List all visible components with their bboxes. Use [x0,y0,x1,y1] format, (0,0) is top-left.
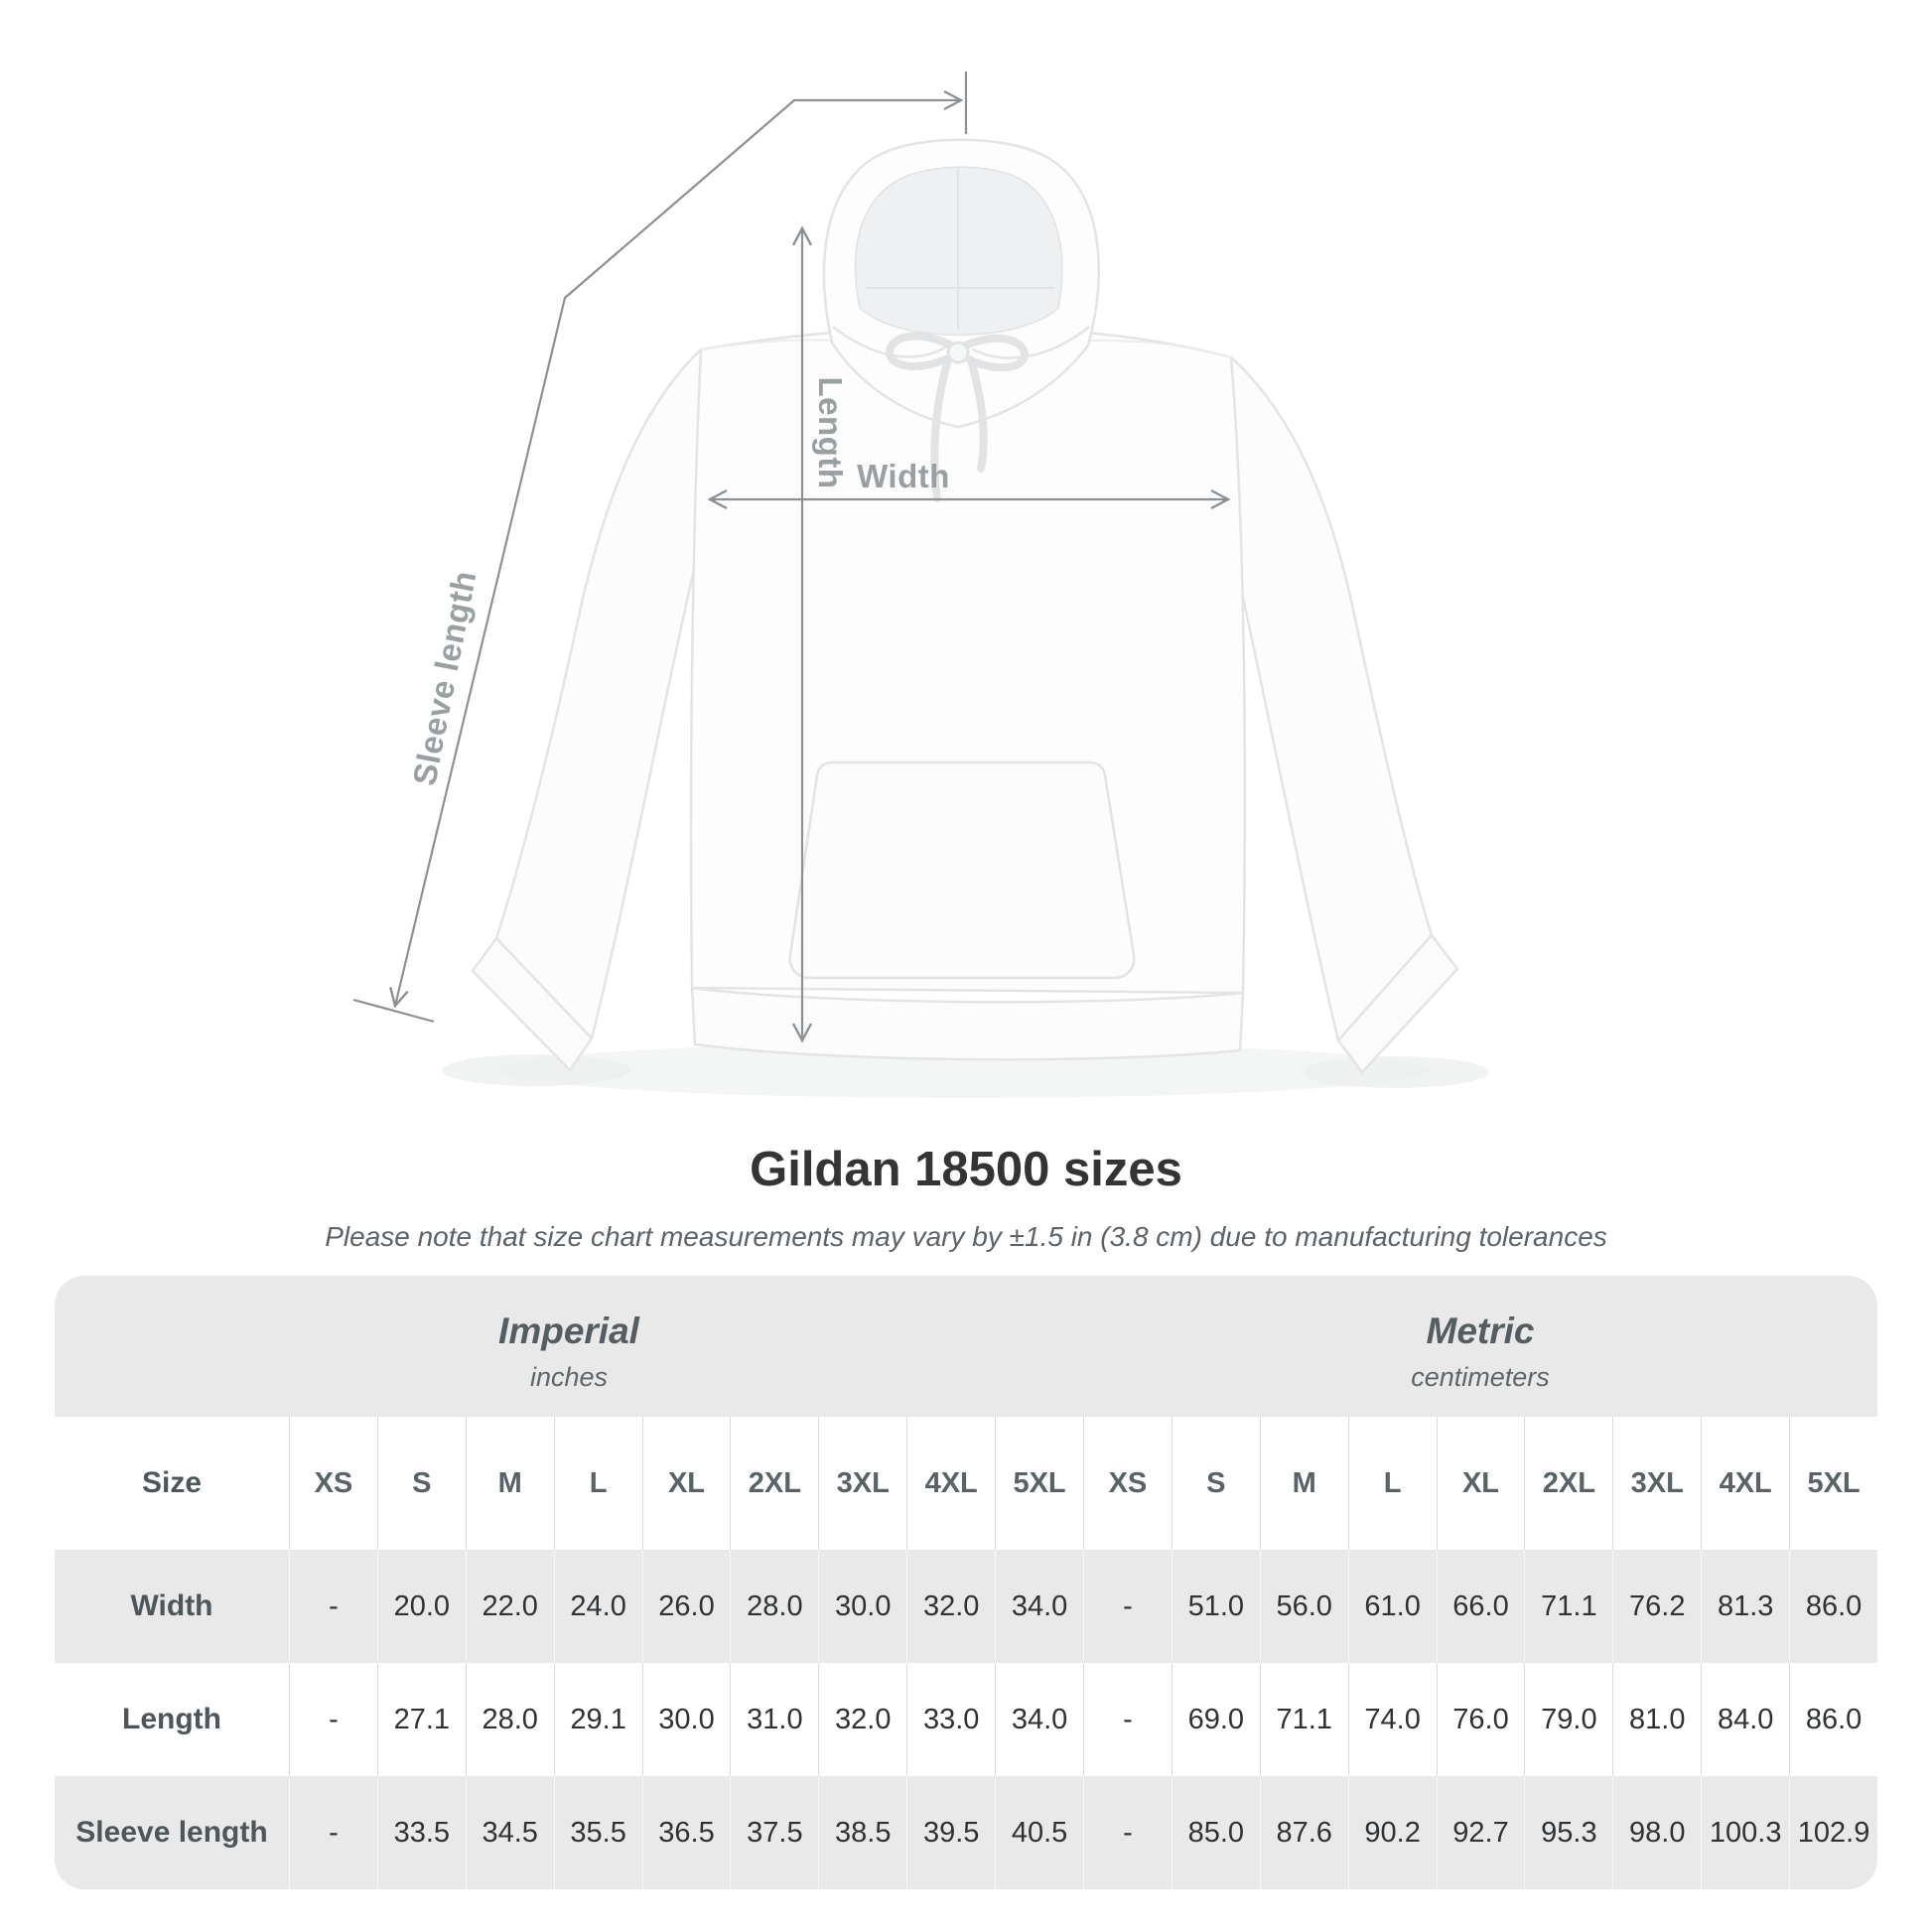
row-label: Sleeve length [75,1816,268,1849]
imperial-group-header [55,1276,1083,1417]
size-header-imperial-m: M [466,1417,554,1550]
kangaroo-pocket [790,762,1135,978]
size-header-imperial-3xl: 3XL [818,1417,906,1550]
width-dimension-label: Width [857,458,950,494]
size-header-imperial-xl: XL [642,1417,731,1550]
value-metric-s: 69.0 [1172,1663,1260,1776]
sleeve-length-dimension-label: Sleeve length [405,567,483,789]
value-metric-5xl: 86.0 [1789,1550,1877,1663]
value-imperial-l: 35.5 [554,1776,642,1889]
size-header-imperial-4xl: 4XL [906,1417,995,1550]
value-metric-2xl: 79.0 [1524,1663,1612,1776]
value-imperial-3xl: 38.5 [818,1776,906,1889]
metric-group-header [1083,1276,1877,1417]
value-imperial-l: 24.0 [554,1550,642,1663]
value-metric-m: 87.6 [1260,1776,1348,1889]
size-header-metric-2xl: 2XL [1524,1417,1612,1550]
value-imperial-2xl: 28.0 [730,1550,818,1663]
value-metric-xl: 76.0 [1437,1663,1525,1776]
size-header-imperial-l: L [554,1417,642,1550]
value-imperial-l: 29.1 [554,1663,642,1776]
value-imperial-xl: 30.0 [642,1663,731,1776]
cuff-tick [353,1000,434,1022]
row-label: Length [122,1703,221,1735]
value-imperial-s: 20.0 [377,1550,466,1663]
value-metric-3xl: 76.2 [1612,1550,1701,1663]
value-imperial-2xl: 37.5 [730,1776,818,1889]
value-imperial-s: 33.5 [377,1776,466,1889]
value-imperial-4xl: 33.0 [906,1663,995,1776]
size-header-imperial-xs: XS [289,1417,377,1550]
page-title: Gildan 18500 sizes [750,1143,1182,1196]
size-table [55,1276,1877,1889]
value-metric-xs: - [1083,1663,1172,1776]
hem-band [692,988,1243,1059]
value-imperial-xl: 26.0 [642,1550,731,1663]
size-header-metric-xl: XL [1437,1417,1525,1550]
size-header-metric-xs: XS [1083,1417,1172,1550]
imperial-sublabel: inches [529,1361,609,1392]
value-metric-5xl: 86.0 [1789,1663,1877,1776]
size-header-metric-4xl: 4XL [1701,1417,1789,1550]
value-imperial-5xl: 34.0 [995,1550,1083,1663]
metric-label: Metric [1426,1310,1535,1351]
size-header-metric-3xl: 3XL [1612,1417,1701,1550]
unit-group-row [55,1276,1877,1417]
size-header-imperial-s: S [377,1417,466,1550]
value-metric-4xl: 84.0 [1701,1663,1789,1776]
value-imperial-s: 27.1 [377,1663,466,1776]
value-metric-s: 85.0 [1172,1776,1260,1889]
size-header-metric-m: M [1260,1417,1348,1550]
measurement-row-sleeve-length [55,1776,1877,1889]
value-metric-s: 51.0 [1172,1550,1260,1663]
row-label: Width [130,1589,213,1622]
value-metric-xl: 92.7 [1437,1776,1525,1889]
metric-sublabel: centimeters [1411,1361,1550,1392]
value-imperial-5xl: 40.5 [995,1776,1083,1889]
page-subtitle: Please note that size chart measurements may vary by ±1.5 in (3.8 cm) due to manufacturing tolerances [325,1221,1607,1252]
size-header-imperial-5xl: 5XL [995,1417,1083,1550]
size-header-metric-5xl: 5XL [1789,1417,1877,1550]
value-imperial-3xl: 32.0 [818,1663,906,1776]
value-metric-5xl: 102.9 [1789,1776,1877,1889]
measurement-row-width [55,1550,1877,1663]
value-imperial-m: 34.5 [466,1776,554,1889]
size-header-metric-l: L [1348,1417,1437,1550]
value-metric-m: 71.1 [1260,1663,1348,1776]
value-imperial-4xl: 32.0 [906,1550,995,1663]
length-dimension-label: Length [812,376,849,489]
value-imperial-3xl: 30.0 [818,1550,906,1663]
value-imperial-5xl: 34.0 [995,1663,1083,1776]
value-imperial-4xl: 39.5 [906,1776,995,1889]
value-imperial-xs: - [289,1663,377,1776]
value-imperial-xl: 36.5 [642,1776,731,1889]
value-metric-4xl: 81.3 [1701,1550,1789,1663]
value-imperial-m: 28.0 [466,1663,554,1776]
value-metric-2xl: 71.1 [1524,1550,1612,1663]
value-metric-3xl: 98.0 [1612,1776,1701,1889]
value-metric-2xl: 95.3 [1524,1776,1612,1889]
size-header-row [55,1417,1877,1550]
value-imperial-m: 22.0 [466,1550,554,1663]
size-header-imperial-2xl: 2XL [730,1417,818,1550]
value-metric-l: 90.2 [1348,1776,1437,1889]
imperial-label: Imperial [498,1310,639,1351]
size-header-metric-s: S [1172,1417,1260,1550]
measurement-row-length [55,1663,1877,1776]
value-imperial-xs: - [289,1776,377,1889]
value-imperial-2xl: 31.0 [730,1663,818,1776]
hoodie-illustration [473,140,1457,1072]
value-metric-xl: 66.0 [1437,1550,1525,1663]
size-column-header: Size [141,1466,203,1499]
value-metric-xs: - [1083,1776,1172,1889]
value-metric-l: 74.0 [1348,1663,1437,1776]
value-metric-l: 61.0 [1348,1550,1437,1663]
value-metric-4xl: 100.3 [1701,1776,1789,1889]
value-metric-xs: - [1083,1550,1172,1663]
table-body [55,1550,1877,1889]
value-imperial-xs: - [289,1550,377,1663]
value-metric-m: 56.0 [1260,1550,1348,1663]
value-metric-3xl: 81.0 [1612,1663,1701,1776]
